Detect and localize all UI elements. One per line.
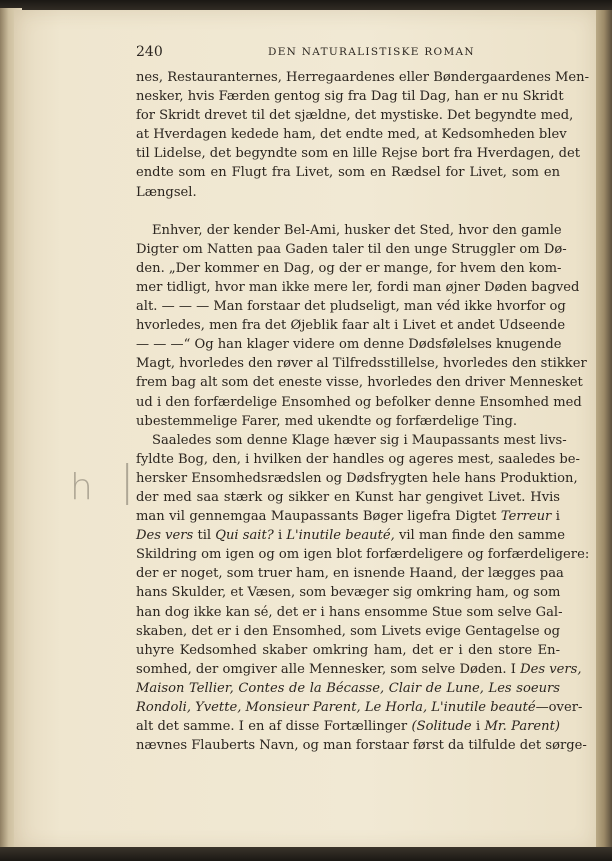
text-line: fyldte Bog, den, i hvilken der handles og ageres mest, saaledes be- <box>136 451 580 467</box>
work-title-mr-parent: Mr. Parent) <box>484 719 560 735</box>
pencil-marginalia-stroke: | <box>120 456 135 505</box>
text-segment: til <box>197 528 212 544</box>
text-segment: —over- <box>535 700 583 715</box>
text-line: mer tidligt, hvor man ikke mere ler, fordi man øjner Døden bagved <box>136 279 580 295</box>
text-segment: alt det samme. I en af disse Fortællinger <box>136 719 408 735</box>
text-line: alt. — — — Man forstaar det pludseligt, man véd ikke hvorfor og <box>136 299 566 315</box>
text-line: den. „Der kommer en Dag, og der er mange, for hvem den kom- <box>136 260 562 276</box>
text-line: han dog ikke kan sé, det er i hans ensomme Stue som selve Gal- <box>136 604 563 620</box>
paragraph-3 <box>136 431 590 756</box>
text-line: frem bag alt som det eneste visse, hvorledes den driver Mennesket <box>136 375 583 391</box>
text-line-with-title <box>136 717 560 736</box>
text-line: der med saa stærk og sikker en Kunst har gengivet Livet. Hvis <box>136 489 560 505</box>
text-line: endte som en Flugt fra Livet, som en Rædsel for Livet, som en <box>136 165 560 181</box>
work-title-des-vers-2: Des vers, <box>520 661 582 677</box>
text-line: at Hverdagen kedede ham, det endte med, at Kedsomheden blev <box>136 127 567 143</box>
text-segment: i <box>475 719 481 735</box>
text-line: hans Skulder, et Væsen, som bevæger sig omkring ham, og som <box>136 585 561 601</box>
text-segment: man vil gennemgaa Maupassants Bøger ligefra Digtet <box>136 509 497 525</box>
text-line-works <box>136 698 583 717</box>
text-line-with-title <box>136 660 582 679</box>
text-line: hvorledes, men fra det Øjeblik faar alt i Livet et andet Udseende <box>136 318 566 334</box>
paragraph-2 <box>136 221 587 431</box>
page-number: 240 <box>136 44 163 60</box>
scan-bottom-border <box>0 847 612 861</box>
pencil-marginalia-h: h <box>70 467 93 508</box>
text-segment: vil man finde den samme <box>398 528 565 544</box>
text-line: Enhver, der kender Bel-Ami, husker det Sted, hvor den gamle <box>152 222 562 238</box>
work-title-solitude: (Solitude <box>411 719 472 735</box>
text-line-with-title <box>136 507 560 526</box>
text-line: nesker, hvis Færden gentog sig fra Dag til Dag, han er nu Skridt <box>136 89 564 105</box>
text-line: til Lidelse, det begyndte som en lille Rejse bort fra Hverdagen, det <box>136 146 581 162</box>
text-segment: i <box>555 509 560 525</box>
work-titles-list: Maison Tellier, Contes de la Bécasse, Clair de Lune, Les soeurs <box>136 680 560 696</box>
text-line: hersker Ensomhedsrædslen og Dødsfrygten hele hans Produktion, <box>136 470 578 486</box>
text-line: — — —“ Og han klager videre om denne Dødsfølelses knugende <box>136 337 562 353</box>
text-line: Saaledes som denne Klage hæver sig i Maupassants mest livs- <box>152 432 567 448</box>
body-text <box>136 68 590 755</box>
text-line: Digter om Natten paa Gaden taler til den unge Struggler om Dø- <box>136 241 567 257</box>
text-line: ubestemmelige Farer, med ukendte og forfærdelige Ting. <box>136 413 518 429</box>
text-line: der er noget, som truer ham, en isnende Haand, der lægges paa <box>136 566 564 582</box>
text-line-with-title <box>136 526 565 545</box>
work-title-inutile-beaute: L'inutile beauté, <box>286 528 395 544</box>
work-title-terreur: Terreur <box>500 509 552 525</box>
text-line: nes, Restauranternes, Herregaardenes eller Bøndergaardenes Men- <box>136 70 590 85</box>
work-titles-list: Rondoli, Yvette, Monsieur Parent, Le Horla, L'inutile beauté <box>136 700 536 715</box>
book-page-edge-right <box>596 10 612 850</box>
text-line: Magt, hvorledes den røver al Tilfredsstillelse, hvorledes den stikker <box>136 356 587 372</box>
text-segment: i <box>277 528 283 544</box>
text-line-works <box>136 679 560 698</box>
text-line: Skildring om igen og om igen blot forfærdeligere og forfærdeligere: <box>136 547 590 563</box>
work-title-des-vers: Des vers <box>136 528 194 544</box>
text-line: skaben, det er i den Ensomhed, som Livets evige Gentagelse og <box>136 623 560 639</box>
text-line: nævnes Flauberts Navn, og man forstaar først da tilfulde det sørge- <box>136 738 587 754</box>
text-line: Længsel. <box>136 184 197 200</box>
text-line: uhyre Kedsomhed skaber omkring ham, det er i den store En- <box>136 642 560 658</box>
running-title: DEN NATURALISTISKE ROMAN <box>268 46 475 58</box>
paragraph-1 <box>136 68 590 202</box>
text-line: ud i den forfærdelige Ensomhed og befolker denne Ensomhed med <box>136 394 582 410</box>
work-title-qui-sait: Qui sait? <box>215 528 274 544</box>
text-segment: somhed, der omgiver alle Mennesker, som selve Døden. I <box>136 661 516 677</box>
text-line: for Skridt drevet til det sjældne, det mystiske. Det begyndte med, <box>136 108 574 124</box>
page-header <box>136 44 560 62</box>
